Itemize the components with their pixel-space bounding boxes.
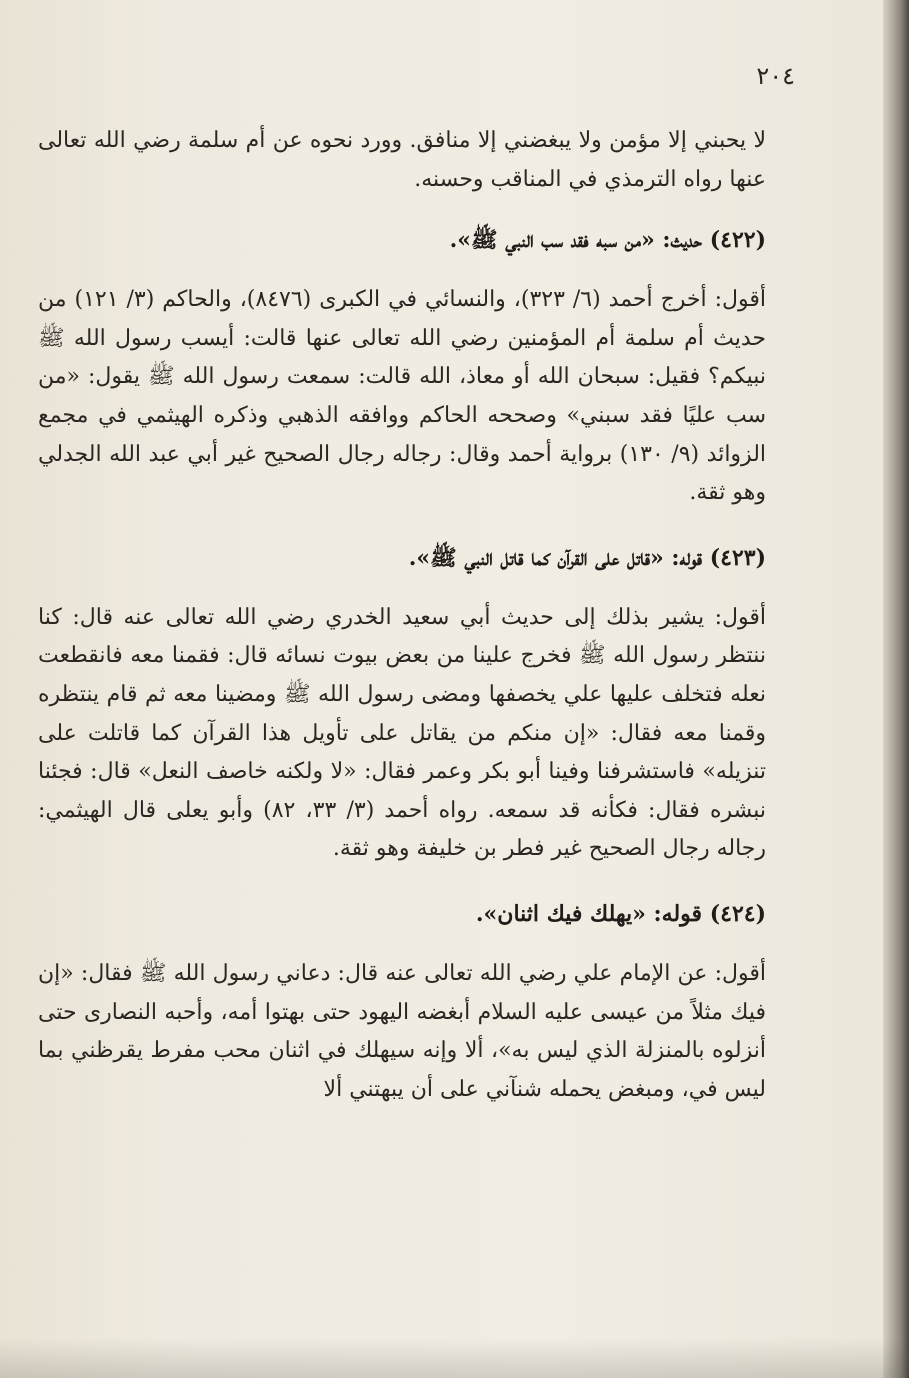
- paragraph-1: لا يحبني إلا مؤمن ولا يبغضني إلا منافق. وورد نحوه عن أم سلمة رضي الله تعالى عنها رواه الترمذي في المناقب وحسنه.: [38, 128, 766, 192]
- heading-422: (٤٢٢) حديث: «من سبه فقد سب النبي ﷺ».: [449, 227, 766, 254]
- heading-424: (٤٢٤) قوله: «يهلك فيك اثنان».: [475, 900, 766, 927]
- paragraph-4: أقول: عن الإمام علي رضي الله تعالى عنه قال: دعاني رسول الله ﷺ فقال: «إن فيك مثلاً من عيسى عليه السلام أبغضه اليهود حتى بهتوا أمه، وأحبه النصارى حتى أنزلوه بالمنزلة الذي ليس به»، ألا وإنه سيهلك في اثنان محب مفرط يقرظني بما ليس في، ومبغض يحمله شنآني على أن يبهتني ألا: [38, 960, 766, 1102]
- page-number: ٢٠٤: [756, 62, 795, 90]
- page-bottom-shadow: [0, 1338, 909, 1378]
- book-gutter-shadow: [883, 0, 909, 1378]
- paragraph-2: أقول: أخرج أحمد (٦/ ٣٢٣)، والنسائي في الكبرى (٨٤٧٦)، والحاكم (٣/ ١٢١) من حديث أم سلمة أم المؤمنين رضي الله تعالى عنها قالت: أيسب رسول الله ﷺ نبيكم؟ فقيل: سبحان الله أو معاذ، الله قالت: سمعت رسول الله ﷺ يقول: «من سب عليًا فقد سبني» وصححه الحاكم ووافقه الذهبي وذكره الهيثمي في مجمع الزوائد (٩/ ١٣٠) برواية أحمد وقال: رجاله رجال الصحيح غير أبي عبد الله الجدلي وهو ثقة.: [38, 287, 767, 506]
- heading-423: (٤٢٣) قوله: «قاتل على القرآن كما قاتل النبي ﷺ».: [408, 544, 766, 571]
- paragraph-3: أقول: يشير بذلك إلى حديث أبي سعيد الخدري رضي الله تعالى عنه قال: كنا ننتظر رسول الله ﷺ فخرج علينا من بعض بيوت نسائه قال: فقمنا معه فانقطعت نعله فتخلف عليها علي يخصفها ومضى رسول الله ﷺ ومضينا معه ثم قام ينتظره وقمنا معه فقال: «إن منكم من يقاتل على تأويل هذا القرآن كما قاتلت على تنزيله» فاستشرفنا وفينا أبو بكر وعمر فقال: «لا ولكنه خاصف النعل» قال: فجئنا نبشره فقال: فكأنه قد سمعه. رواه أحمد (٣/ ٣٣، ٨٢) وأبو يعلى قال الهيثمي: رجاله رجال الصحيح غير فطر بن خليفة وهو ثقة.: [38, 604, 766, 862]
- page-content: [38, 122, 766, 1109]
